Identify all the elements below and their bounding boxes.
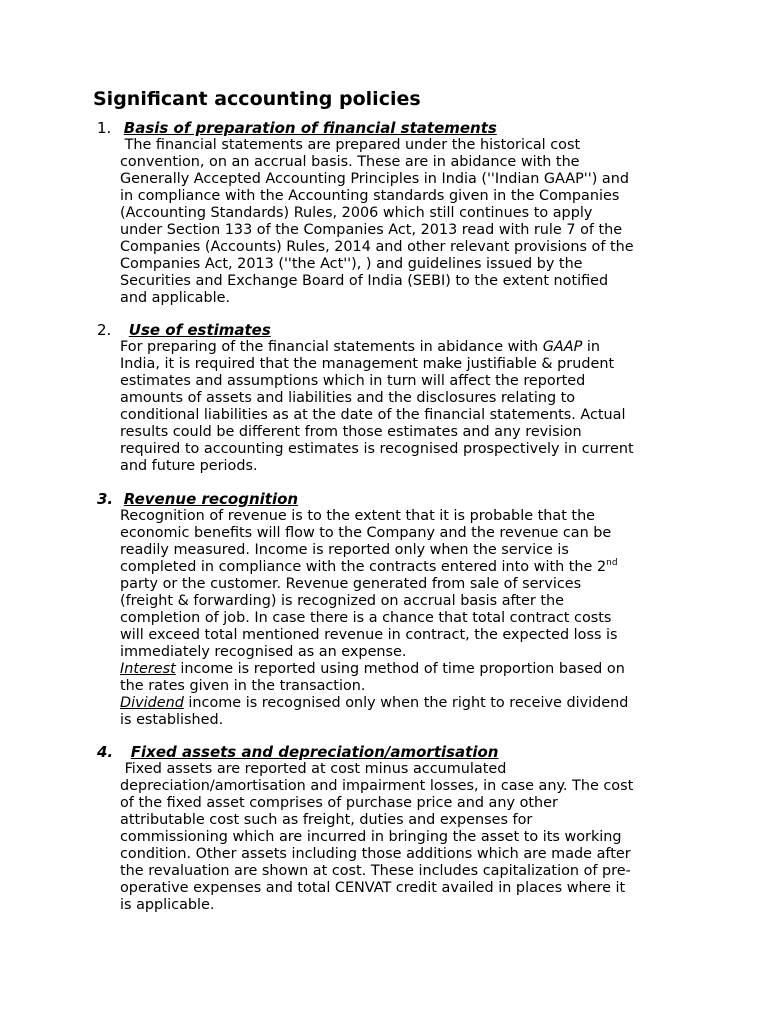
section-number: 4. [97, 743, 114, 761]
body-text: income is reported using method of time proportion based on [175, 661, 625, 677]
interest-term: Interest [120, 661, 176, 677]
body-line: under Section 133 of the Companies Act, 2013 read with rule 7 of the [120, 222, 623, 238]
ordinal-superscript: nd [606, 558, 618, 568]
body-line: convention, on an accrual basis. These are in abidance with the [120, 154, 580, 170]
section-number: 3. [97, 490, 114, 508]
page-title: Significant accounting policies [93, 88, 421, 110]
body-line: required to accounting estimates is recognised prospectively in current [120, 441, 634, 457]
body-line: in compliance with the Accounting standards given in the Companies [120, 188, 620, 204]
body-line: attributable cost such as freight, duties and expenses for [120, 812, 533, 828]
body-line: and future periods. [120, 458, 258, 474]
body-line: Companies Act, 2013 (''the Act''), ) and guidelines issued by the [120, 256, 583, 272]
section-body [120, 137, 680, 307]
section-number: 1. [97, 119, 112, 137]
body-line: estimates and assumptions which in turn will affect the reported [120, 373, 586, 389]
body-line: Securities and Exchange Board of India (SEBI) to the extent notified [120, 273, 609, 289]
section-body [120, 761, 680, 914]
section-heading [97, 491, 298, 508]
section-body [120, 508, 680, 729]
section-title: Revenue recognition [123, 490, 299, 508]
body-line: completion of job. In case there is a chance that total contract costs [120, 610, 612, 626]
section-body [120, 339, 680, 475]
body-line: (freight & forwarding) is recognized on accrual basis after the [120, 593, 564, 609]
body-line [120, 559, 680, 576]
section-title: Fixed assets and depreciation/amortisation [130, 743, 499, 761]
body-line: the rates given in the transaction. [120, 678, 366, 694]
body-line: Companies (Accounts) Rules, 2014 and other relevant provisions of the [120, 239, 634, 255]
body-line: India, it is required that the management make justifiable & prudent [120, 356, 615, 372]
body-line: results could be different from those estimates and any revision [120, 424, 582, 440]
body-line: The financial statements are prepared under the historical cost [120, 137, 581, 153]
body-text: in [582, 339, 600, 355]
section-title: Basis of preparation of financial statements [123, 119, 497, 137]
body-text: income is recognised only when the right to receive dividend [183, 695, 629, 711]
gaap-term: GAAP [542, 339, 583, 355]
body-line: party or the customer. Revenue generated from sale of services [120, 576, 582, 592]
section-heading [97, 120, 497, 137]
body-line: is established. [120, 712, 224, 728]
section-heading [97, 744, 498, 761]
section-title: Use of estimates [128, 321, 271, 339]
body-line: readily measured. Income is reported only when the service is [120, 542, 569, 558]
body-line: operative expenses and total CENVAT credit availed in places where it [120, 880, 626, 896]
body-line [120, 661, 680, 678]
section-heading [97, 322, 271, 339]
dividend-term: Dividend [120, 695, 184, 711]
body-line [120, 695, 680, 712]
body-line: of the fixed asset comprises of purchase price and any other [120, 795, 558, 811]
body-line: conditional liabilities as at the date of the financial statements. Actual [120, 407, 626, 423]
body-line: and applicable. [120, 290, 231, 306]
section-number: 2. [97, 321, 112, 339]
body-text: completed in compliance with the contracts entered into with the 2 [120, 559, 607, 575]
body-line: Fixed assets are reported at cost minus accumulated [120, 761, 507, 777]
body-line: (Accounting Standards) Rules, 2006 which still continues to apply [120, 205, 593, 221]
body-line: depreciation/amortisation and impairment losses, in case any. The cost [120, 778, 634, 794]
body-line: Generally Accepted Accounting Principles in India (''Indian GAAP'') and [120, 171, 629, 187]
body-line [120, 339, 680, 356]
body-line: immediately recognised as an expense. [120, 644, 407, 660]
body-line: commissioning which are incurred in bringing the asset to its working [120, 829, 622, 845]
body-line: condition. Other assets including those additions which are made after [120, 846, 631, 862]
body-line: Recognition of revenue is to the extent that it is probable that the [120, 508, 596, 524]
body-text: For preparing of the financial statements in abidance with [120, 339, 543, 355]
body-line: is applicable. [120, 897, 215, 913]
body-line: will exceed total mentioned revenue in contract, the expected loss is [120, 627, 618, 643]
body-line: amounts of assets and liabilities and the disclosures relating to [120, 390, 576, 406]
body-line: the revaluation are shown at cost. These includes capitalization of pre- [120, 863, 631, 879]
body-line: economic benefits will flow to the Company and the revenue can be [120, 525, 612, 541]
